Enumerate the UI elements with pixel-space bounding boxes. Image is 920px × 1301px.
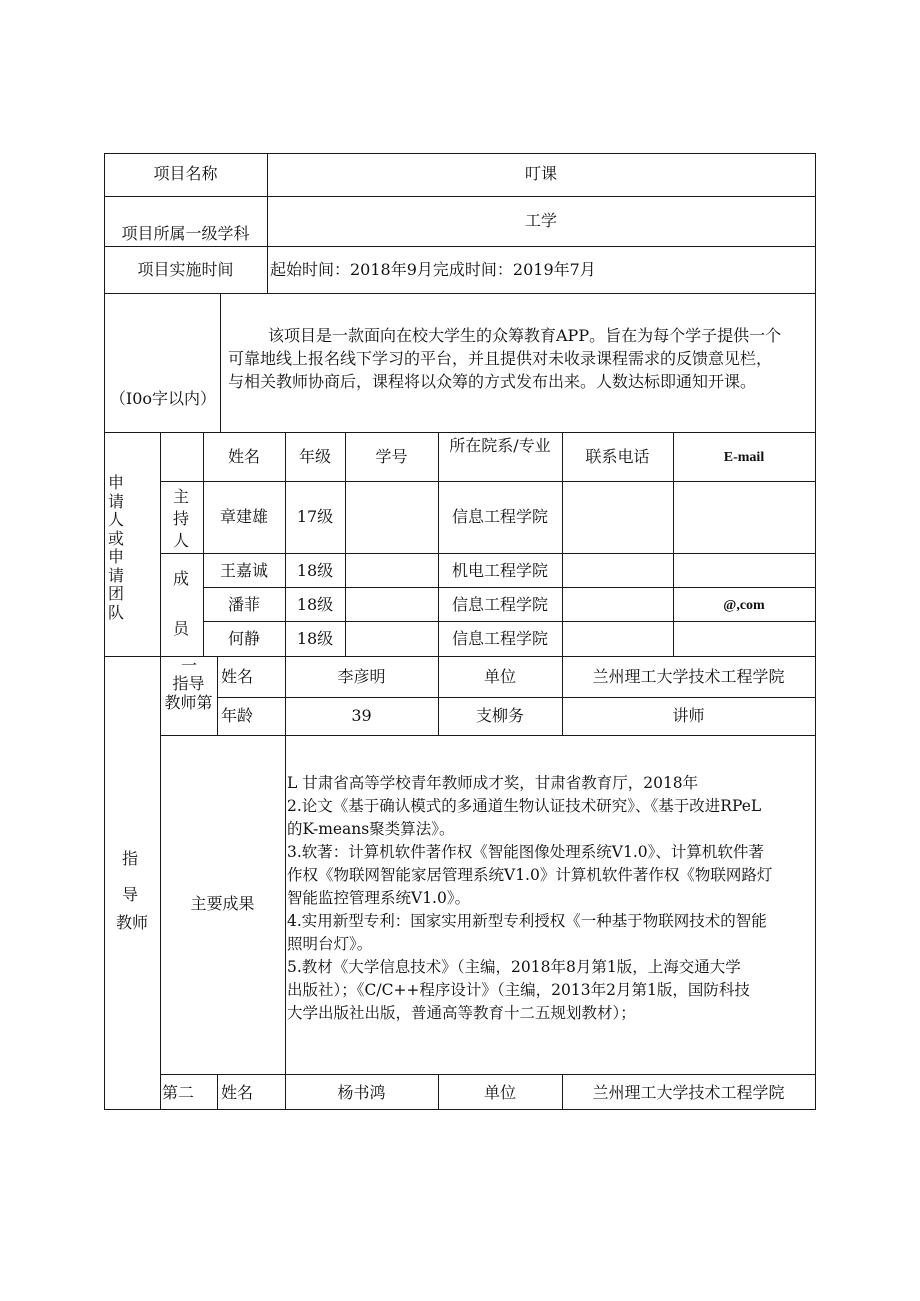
achievement-line: 2.论文《基于确认模式的多通道生物认证技术研究》、《基于改进RPeL bbox=[287, 797, 762, 815]
member-name: 何静 bbox=[227, 629, 260, 648]
member-grade: 18级 bbox=[296, 595, 334, 614]
member-name: 潘菲 bbox=[227, 595, 260, 614]
advisor-name: 李彦明 bbox=[337, 667, 386, 686]
achievements-label: 主要成果 bbox=[190, 894, 255, 913]
advisor-age: 39 bbox=[351, 706, 372, 725]
second-advisor-name: 杨书鸿 bbox=[337, 1083, 386, 1102]
member-grade: 18级 bbox=[296, 561, 334, 580]
achievement-line: 智能监控管理系统V1.0》。 bbox=[287, 889, 471, 907]
period-value: 起始时间：2018年9月完成时间：2019年7月 bbox=[270, 260, 596, 279]
header-department: 所在院系/专业 bbox=[449, 436, 551, 455]
discipline-value: 工学 bbox=[524, 211, 557, 230]
project-name-label: 项目名称 bbox=[153, 164, 218, 183]
first-advisor-label-bot: 教师第 bbox=[164, 693, 213, 712]
intro-line: 与相关教师协商后，课程将以众筹的方式发布出来。人数达标即通知开课。 bbox=[228, 372, 757, 391]
member-grade: 18级 bbox=[296, 629, 334, 648]
intro-text bbox=[228, 324, 814, 393]
header-phone: 联系电话 bbox=[585, 447, 650, 466]
member-label-char-2: 员 bbox=[172, 619, 189, 638]
second-advisor-unit-label: 单位 bbox=[483, 1083, 516, 1102]
advisor-name-label: 姓名 bbox=[221, 667, 254, 686]
achievement-line: 照明台灯》。 bbox=[287, 935, 373, 953]
advisor-title-label: 支柳务 bbox=[475, 706, 524, 725]
second-advisor-name-label: 姓名 bbox=[221, 1083, 254, 1102]
header-grade: 年级 bbox=[298, 447, 331, 466]
intro-line: 该项目是一款面向在校大学生的众筹教育APP。旨在为每个学子提供一个 bbox=[268, 326, 782, 345]
period-label: 项目实施时间 bbox=[137, 260, 234, 279]
achievement-line: 出版社）；《C/C++程序设计》（主编，2013年2月第1版，国防科技 bbox=[287, 981, 750, 999]
discipline-label: 项目所属一级学科 bbox=[121, 224, 250, 243]
member-dept: 信息工程学院 bbox=[451, 629, 548, 648]
advisor-title: 讲师 bbox=[672, 706, 705, 725]
member-grade: 17级 bbox=[296, 507, 334, 526]
achievement-line: 作权《物联网智能家居管理系统V1.0》计算机软件著作权《物联网路灯 bbox=[287, 866, 773, 884]
project-name-value: 叮课 bbox=[524, 164, 557, 183]
achievements-list bbox=[287, 772, 814, 1025]
member-name: 王嘉诚 bbox=[219, 561, 268, 580]
advisor-unit-label: 单位 bbox=[483, 667, 516, 686]
achievement-line: 4.实用新型专利：国家实用新型专利授权《一种基于物联网技术的智能 bbox=[287, 912, 767, 930]
member-dept: 信息工程学院 bbox=[451, 507, 548, 526]
first-advisor-label-mid: 指导 bbox=[172, 674, 205, 693]
intro-line: 可靠地线上报名线下学习的平台，并且提供对未收录课程需求的反馈意见栏， bbox=[228, 349, 773, 368]
header-email: E-mail bbox=[723, 450, 765, 465]
first-advisor-label: 一 bbox=[180, 656, 197, 675]
header-name: 姓名 bbox=[227, 447, 260, 466]
member-name: 章建雄 bbox=[219, 507, 268, 526]
header-student-id: 学号 bbox=[375, 447, 408, 466]
achievement-line: 大学出版社出版，普通高等教育十二五规划教材）； bbox=[287, 1004, 636, 1022]
member-label-char-1: 成 bbox=[172, 569, 189, 588]
advisor-age-label: 年龄 bbox=[221, 706, 254, 725]
member-email: @,com bbox=[723, 598, 765, 613]
achievement-line: 5.教材《大学信息技术》（主编，2018年8月第1版，上海交通大学 bbox=[287, 958, 741, 976]
second-advisor-unit: 兰州理工大学技术工程学院 bbox=[592, 1083, 785, 1102]
advisor-section-label: 指 导 bbox=[121, 849, 138, 904]
team-section-label: 申请人或申请团队 bbox=[107, 473, 124, 622]
achievement-line: L 甘肃省高等学校青年教师成才奖，甘肃省教育厅，2018年 bbox=[287, 774, 699, 792]
host-label: 主持人 bbox=[172, 487, 189, 550]
intro-note: （I0o字以内） bbox=[109, 389, 217, 408]
member-dept: 信息工程学院 bbox=[451, 595, 548, 614]
advisor-unit: 兰州理工大学技术工程学院 bbox=[592, 667, 785, 686]
achievement-line: 3.软著：计算机软件著作权《智能图像处理系统V1.0》、计算机软件著 bbox=[287, 843, 764, 861]
member-dept: 机电工程学院 bbox=[451, 561, 548, 580]
achievement-line: 的K-means聚类算法》。 bbox=[287, 820, 455, 838]
second-advisor-label: 第二 bbox=[162, 1083, 195, 1102]
advisor-section-label-tail: 教师 bbox=[115, 913, 148, 932]
